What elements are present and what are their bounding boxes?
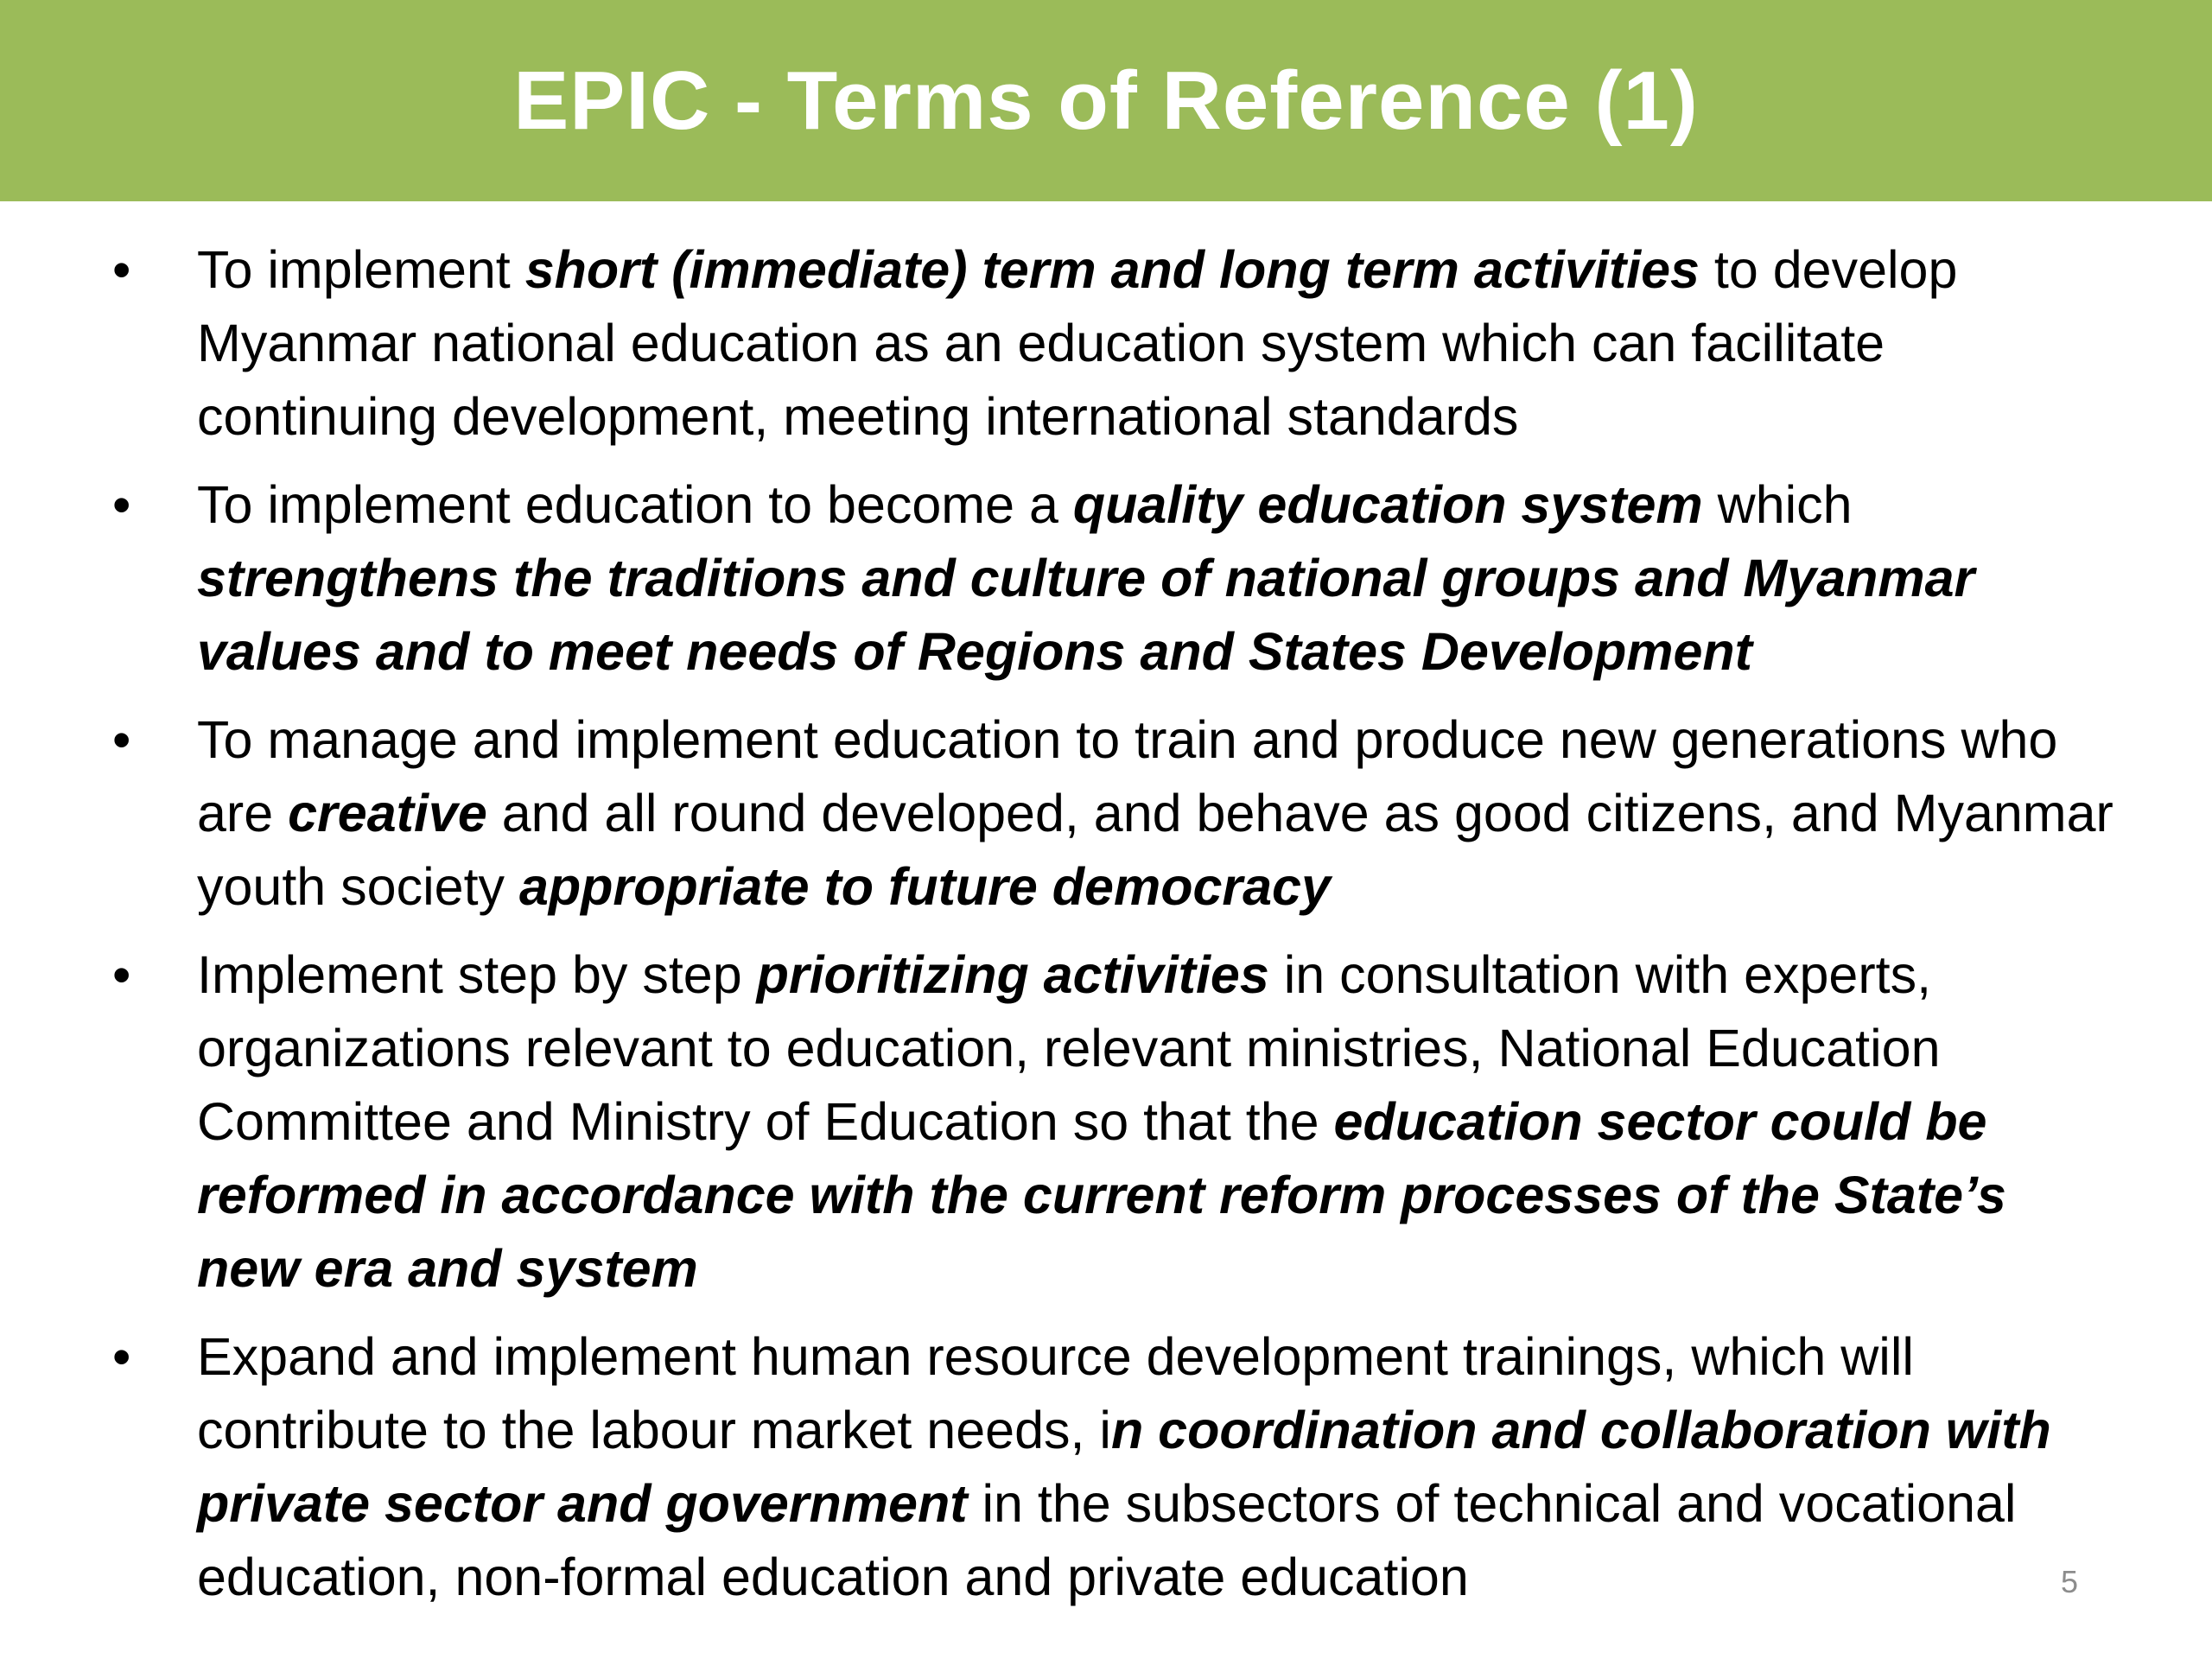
bullet-text: in consultation with experts, organizations relevant to education, relevant ministries, National Education Committee and Ministry of Education so that the <box>197 945 1941 1151</box>
bullet-text: to develop Myanmar national education as an education system which can facilitate continuing development, meeting international standards <box>197 240 1958 446</box>
bullet-text: which <box>1702 475 1853 534</box>
emphasized-text: education sector could be reformed in accordance with the current reform processes of the State’s new era and system <box>197 1092 2006 1298</box>
bullet-item <box>112 468 2117 689</box>
bullet-marker: • <box>112 1327 131 1386</box>
emphasized-text: quality education system <box>1072 475 1703 534</box>
slide-title: EPIC - Terms of Reference (1) <box>513 54 1699 147</box>
bullet-list <box>112 233 2117 1629</box>
emphasized-text: short (immediate) term and long term activities <box>524 240 1700 299</box>
emphasized-text: n coordination and collaboration with private sector and government <box>197 1401 2051 1533</box>
emphasized-text: prioritizing activities <box>756 945 1269 1004</box>
bullet-text: To manage and implement education to train and produce new generations who are <box>197 710 2058 842</box>
bullet-item <box>112 703 2117 924</box>
emphasized-text: appropriate to future democracy <box>518 857 1331 916</box>
bullet-marker: • <box>112 475 131 534</box>
bullet-text: Expand and implement human resource development trainings, which will contribute to the labour market needs, i <box>197 1327 1914 1459</box>
emphasized-text: creative <box>288 784 487 842</box>
bullet-text: Implement step by step <box>197 945 757 1004</box>
title-bar <box>0 0 2212 201</box>
emphasized-text: strengthens the traditions and culture of national groups and Myanmar values and to meet needs of Regions and States Development <box>197 549 1975 681</box>
bullet-text: and all round developed, and behave as good citizens, and Myanmar youth society <box>197 784 2113 916</box>
bullet-item <box>112 1320 2117 1614</box>
bullet-text: To implement education to become a <box>197 475 1073 534</box>
bullet-text: To implement <box>197 240 525 299</box>
bullet-marker: • <box>112 710 131 769</box>
bullet-text: in the subsectors of technical and vocational education, non-formal education and private education <box>197 1474 2017 1606</box>
page-number: 5 <box>2060 1564 2078 1599</box>
bullet-item <box>112 938 2117 1306</box>
bullet-marker: • <box>112 945 131 1004</box>
bullet-item <box>112 233 2117 454</box>
bullet-marker: • <box>112 240 131 299</box>
